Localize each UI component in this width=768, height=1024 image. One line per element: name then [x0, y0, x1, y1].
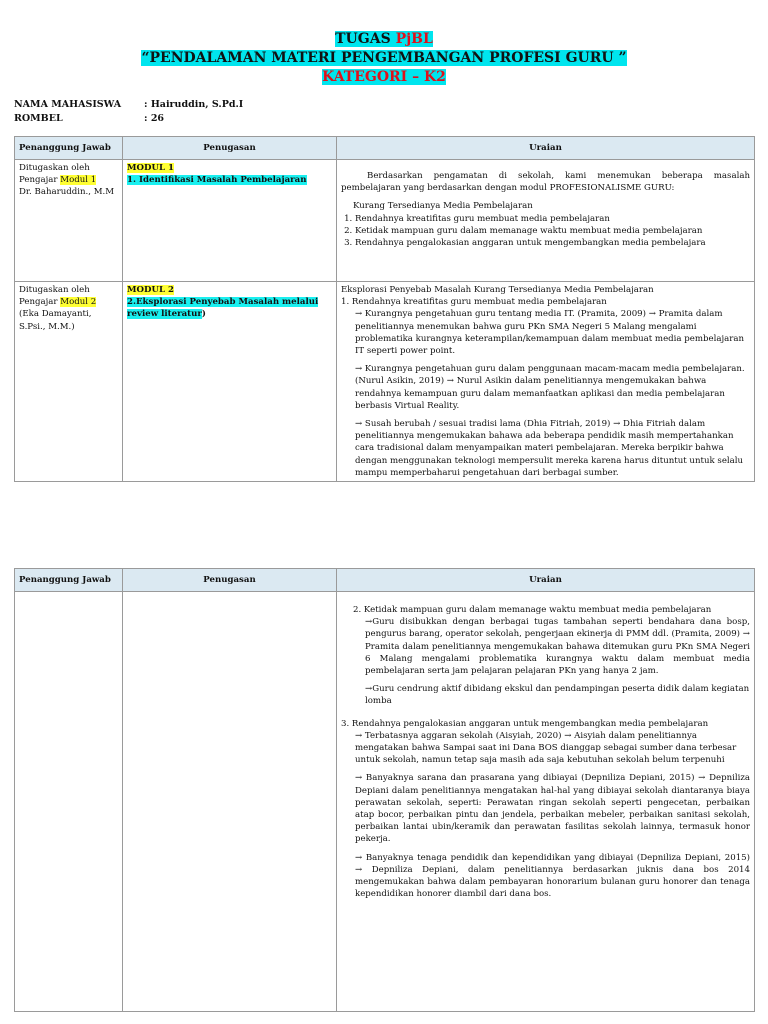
col-header-uraian: Uraian	[337, 137, 755, 160]
row3-uraian	[337, 592, 755, 1012]
col-header-penanggung-jawab: Penanggung Jawab	[15, 569, 123, 592]
modul-1-title: MODUL 1	[127, 163, 174, 173]
doc-kategori: KATEGORI – K2	[322, 69, 446, 85]
row1-subheading: Kurang Tersedianya Media Pembelajaran	[353, 201, 533, 212]
task-table-2	[14, 568, 755, 1012]
row1-uraian	[337, 160, 755, 282]
student-name-value: : Hairuddin, S.Pd.I	[144, 99, 244, 110]
modul-1-task: 1. Identifikasi Masalah Pembelajaran	[127, 175, 307, 186]
col-header-penugasan: Penugasan	[123, 137, 337, 160]
doc-heading-tugas	[0, 30, 768, 48]
table-row-continuation	[15, 592, 755, 1012]
doc-title: “PENDALAMAN MATERI PENGEMBANGAN PROFESI GURU ”	[141, 50, 627, 66]
row3-para-5: → Banyaknya tenaga pendidik dan kependidikan yang dibiayai (Depniliza Depiani, 2015) → Depniliza Depiani, dalam penelitiannya berdasarkan juknis dana bos 2014 mengemukakan bahwa dalam pembayaran honorarium bulanan guru honorer dan tenaga kependidikan honorer diambil dari dana bos.	[355, 852, 750, 900]
col-header-penugasan: Penugasan	[123, 569, 337, 592]
row3-penugasan	[123, 592, 337, 1012]
row1-penugasan	[123, 160, 337, 282]
row2-point-1: 1. Rendahnya kreatifitas guru membuat media pembelajaran	[341, 297, 607, 308]
row1-problem-list	[341, 213, 750, 250]
list-item: 2. Ketidak mampuan guru dalam memanage waktu membuat media pembelajaran	[355, 225, 750, 237]
student-name-line	[14, 98, 243, 112]
row3-point-3: 3. Rendahnya pengalokasian anggaran untuk mengembangkan media pembelajaran	[341, 718, 709, 729]
tugas-word: TUGAS	[335, 31, 391, 47]
student-name-label: NAMA MAHASISWA	[14, 99, 122, 110]
row2-para-3: → Susah berubah / sesuai tradisi lama (Dhia Fitriah, 2019) → Dhia Fitriah dalam penelitiannya mengemukakan bahawa ada beberapa pendidik masih mempertahankan cara tradisional dalam menyampaikan materi pembelajaran. Mereka berpikir bahwa dengan menggunakan teknologi mempersulit mereka karena harus dituntut untuk selalu mampu memperbaharui pengetahuan dari berbagai sumber.	[355, 419, 744, 478]
student-rombel-value: : 26	[144, 113, 165, 124]
row2-heading: Eksplorasi Penyebab Masalah Kurang Tersedianya Media Pembelajaran	[341, 285, 654, 295]
row2-penanggung-jawab: Ditugaskan oleh Pengajar Modul 2 (Eka Damayanti, S.Psi., M.M.)	[15, 282, 123, 482]
row3-para-2: →Guru cendrung aktif dibidang ekskul dan pendampingan peserta didik dalam kegiatan lomba	[365, 684, 750, 707]
modul-2-task: 2.Eksplorasi Penyebab Masalah melalui review literatur	[127, 297, 319, 320]
table-row-modul-2	[15, 282, 755, 482]
row3-para-4: → Banyaknya sarana dan prasarana yang dibiayai (Depniliza Depiani, 2015) → Depniliza Depiani dalam penelitiannya mengatakan hal-hal yang dibiayai sekolah diantaranya biaya perawatan sekolah, seperti: Perawatan ringan sekolah seperti pengecetan, perbaikan atap bocor, perbaikan pintu dan jendela, perbaikan mebeler, perbaikan sanitasi sekolah, perbaikan lantai ubin/keramik dan perawatan fasilitas sekolah lainnya, termasuk honor pekerja.	[355, 773, 750, 845]
row3-penanggung-jawab	[15, 592, 123, 1012]
row3-para-3: → Terbatasnya aggaran sekolah (Aisyiah, 2020) → Aisyiah dalam penelitiannya mengatakan bahwa Sampai saat ini Dana BOS dianggap sebagai sumber dana terbesar untuk sekolah, namun tetap saja masih ada saja kebutuhan sekolah belum terpenuhi	[355, 730, 737, 766]
col-header-penanggung-jawab: Penanggung Jawab	[15, 137, 123, 160]
modul-1-highlight: Modul 1	[60, 175, 97, 186]
col-header-uraian: Uraian	[337, 569, 755, 592]
row2-penugasan: MODUL 2 2.Eksplorasi Penyebab Masalah melalui review literatur)	[123, 282, 337, 482]
student-rombel-label: ROMBEL	[14, 113, 63, 124]
list-item: 3. Rendahnya pengalokasian anggaran untuk mengembangkan media pembelajara	[355, 237, 750, 249]
row1-penanggung-jawab: Ditugaskan oleh Pengajar Modul 1 Dr. Baharuddin., M.M	[15, 160, 123, 282]
pjbl-word: PjBL	[395, 31, 433, 47]
student-rombel-line	[14, 112, 164, 126]
row3-para-1: →Guru disibukkan dengan berbagai tugas tambahan seperti bendahara dana bosp, pengurus barang, operator sekolah, pengerjaan ekinerja di PMM ddl. (Pramita, 2009) → Pramita dalam penelitiannya mengemukakan bahawa ditemukan guru PKn SMA Negeri 6 Malang mengalami problematika kurangnya waktu dalam membuat media pembelajaran serta jam pelajaran pelajaran PKn yang hanya 2 jam.	[365, 617, 750, 677]
list-item: 1. Rendahnya kreatifitas guru membuat media pembelajaran	[355, 213, 750, 225]
row2-para-1: → Kurangnya pengetahuan guru tentang media IT. (Pramita, 2009) → Pramita dalam penelitiannya menemukan bahwa guru PKn SMA Negeri 5 Malang mengalami problematika kurangnya keterampilan/kemampuan dalam membuat media pembelajaran IT seperti power point.	[355, 309, 745, 357]
modul-2-highlight: Modul 2	[60, 297, 97, 308]
row2-uraian	[337, 282, 755, 482]
modul-2-title: MODUL 2	[127, 285, 174, 295]
table-header-row	[15, 137, 755, 160]
task-table-1	[14, 136, 755, 482]
row2-para-2: → Kurangnya pengetahuan guru dalam penggunaan macam-macam media pembelajaran. (Nurul Asikin, 2019) → Nurul Asikin dalam penelitiannya mengemukakan bahwa rendahnya kemampuan guru dalam memanfaatkan aplikasi dan media pembelajaran berbasis Virtual Reality.	[355, 364, 745, 411]
table-row-modul-1	[15, 160, 755, 282]
row3-point-2: 2. Ketidak mampuan guru dalam memanage waktu membuat media pembelajaran	[353, 605, 712, 615]
row1-intro: Berdasarkan pengamatan di sekolah, kami menemukan beberapa masalah pembelajaran yang berdasarkan dengan modul PROFESIONALISME GURU:	[341, 171, 750, 194]
table-header-row	[15, 569, 755, 592]
